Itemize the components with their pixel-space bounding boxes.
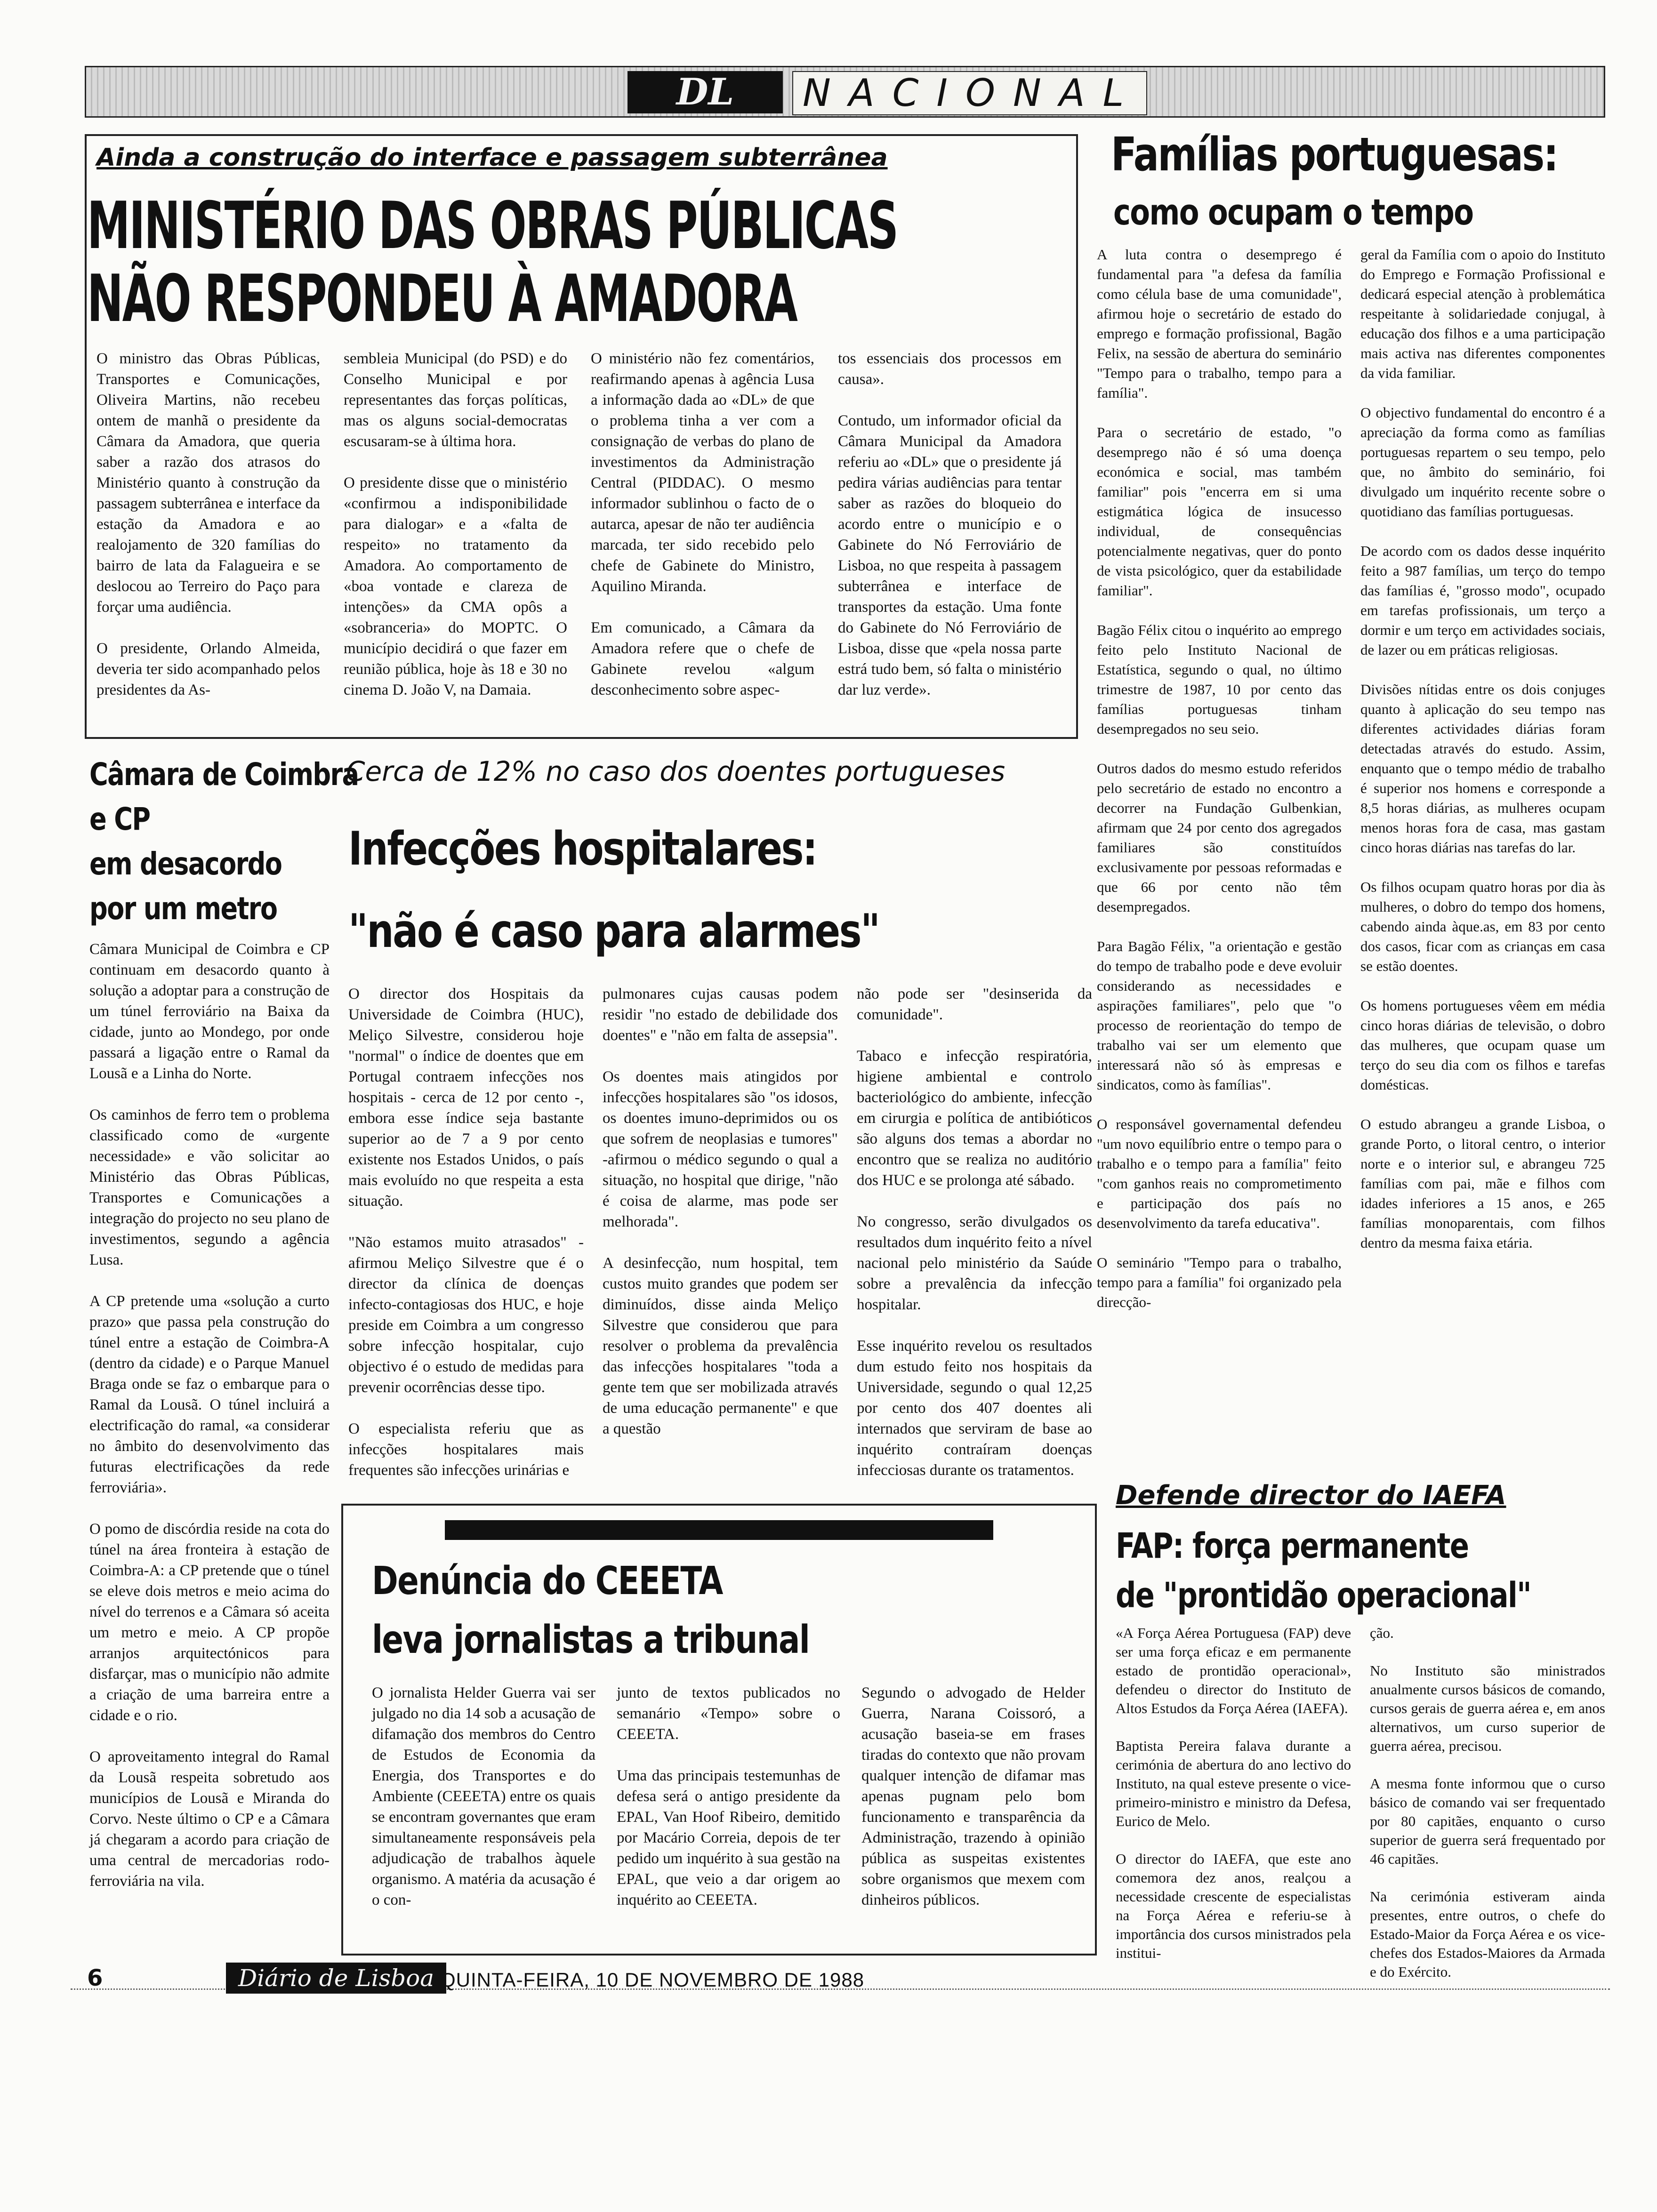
familias-headline-line1: Famílias portuguesas: — [1111, 128, 1558, 182]
main-story-column: O ministério não fez comentários, reafirmando apenas à agência Lusa a informação dada ao «DL» de que o problema tinha a ver com a consignação de verbas do plano de investimentos da Administração Central (PIDDAC). O mesmo informador sublinhou o facto de o autarca, apesar de não ter audiência marcada, ter sido recebido pelo chefe de Gabinete do Ministro, Aquilino Miranda. Em comunicado, a Câmara da Amadora refere que o chefe de Gabinete revelou «algum desconhecimento sobre aspec- — [591, 350, 814, 698]
familias-column: A luta contra o desemprego é fundamental para "a defesa da família como célula base de uma comunidade", afirmou hoje o secretário de estado do emprego e formação profissional, Bagão Felix, na sessão de abertura do seminário "Tempo para o trabalho, tempo para a família". Para o secretário de estado, "o desemprego não é só uma doença económica e social, mas também familiar" pois "encerra em si uma estigmática lógica de insucesso individual, de consequências potencialmente negativas, quer do ponto de vista psicológico, quer da estabilidade familiar". Bagão Félix citou o inquérito ao emprego feito pelo Instituto Nacional de Estatística, segundo o qual, no último trimestre de 1987, 10 por cento das famílias portuguesas tinham desempregados no seu seio. Outros dados do mesmo estudo referidos pelo secretário de estado no encontro a decorrer na Fundação Gulbenkian, afirmam que 24 por cento dos agregados familiares são constituídos exclusivamente por pessoas reformadas e que 66 por cento não têm desempregados. Para Bagão Félix, "a orientação e gestão do tempo de trabalho pode e deve evoluir considerando as necessidades e aspirações familiares", pelo que "o processo de reorientação do tempo de trabalho vai ser um elemento que interessará não só às empresas e sindicatos, como às famílias". O responsável governamental defendeu "um novo equilíbrio entre o tempo para o trabalho e o tempo para a família" feito "com ganhos reais no comprometimento e participação dos país no desenvolvimento da tarefa educativa". O seminário "Tempo para o trabalho, tempo para a família" foi organizado pela direcção- — [1097, 246, 1342, 1310]
fap-column: ção. No Instituto são ministrados anualmente cursos básicos de comando, cursos gerais de guerra aérea e, em anos alternativos, um curso superior de guerra aérea, precisou. A mesma fonte informou que o curso básico de comando vai ser frequentado por 80 capitães, enquanto o curso superior de guerra será frequentado por 46 capitães. Na cerimónia estiveram ainda presentes, entre outros, o chefe do Estado-Maior da Força Aérea e os vice-chefes dos Estados-Maiores da Armada e do Exército. — [1370, 1625, 1605, 1980]
footer-page-number: 6 — [87, 1965, 103, 1991]
ceeeta-column: Segundo o advogado de Helder Guerra, Narana Coissoró, a acusação baseia-se em frases tiradas do contexto que não provam qualquer intenção de difamar mas apenas pugnam pelo bom funcionamento e transparência da Administração, trazendo à opinião pública as suspeitas existentes sobre organismos que mexem com dinheiros públicos. — [861, 1684, 1085, 1908]
infeccoes-column: O director dos Hospitais da Universidade de Coimbra (HUC), Meliço Silvestre, considerou hoje "normal" o índice de doentes que em Portugal contraem infecções nos hospitais - cerca de 12 por cento -, embora esse índice seja bastante superior ao de 7 a 9 por cento existente nos Estados Unidos, o país mais evoluído no que respeita a esta situação. "Não estamos muito atrasados" - afirmou Meliço Silvestre que é o director da clínica de doenças infecto-contagiosas dos HUC, e hoje preside em Coimbra a um congresso sobre infecção hospitalar, cujo objectivo é o estudo de medidas para prevenir ocorrências desse tipo. O especialista referiu que as infecções hospitalares mais frequentes são infecções urinárias e — [348, 986, 584, 1479]
coimbra-headline-line3: em desacordo — [89, 846, 282, 882]
ceeeta-column: junto de textos publicados no semanário «Tempo» sobre o CEEETA. Uma das principais testemunhas de defesa será o antigo presidente da EPAL, Van Hoof Ribeiro, demitido por Macário Correia, depois de ter pedido um inquérito à sua gestão na EPAL, que veio a dar origem ao inquérito ao CEEETA. — [617, 1684, 840, 1908]
infeccoes-column: não pode ser "desinserida da comunidade". Tabaco e infecção respiratória, higiene ambiental e controlo bacteriológico do ambiente, infecção em cirurgia e política de antibióticos são alguns dos temas a abordar no encontro que se realiza no auditório dos HUC e se prolonga até sábado. No congresso, serão divulgados os resultados dum inquérito feito a nível nacional pelo ministério da Saúde sobre a prevalência da infecção hospitalar. Esse inquérito revelou os resultados dum estudo feito nos hospitais da Universidade, segundo o qual 12,25 por cento dos 407 doentes ali internados que serviram de base ao inquérito contraíram doenças infecciosas durante os tratamentos. — [857, 986, 1092, 1479]
main-story-headline-line2: NÃO RESPONDEU À AMADORA — [87, 261, 797, 337]
main-story-kicker: Ainda a construção do interface e passagem subterrânea — [97, 144, 888, 172]
ceeeta-body — [372, 1683, 1087, 1946]
infeccoes-kicker: Cerca de 12% no caso dos doentes portugueses — [346, 755, 1005, 787]
main-story-column: O ministro das Obras Públicas, Transportes e Comunicações, Oliveira Martins, não recebeu ontem de manhã o presidente da Câmara da Amadora, que queria saber a razão dos atrasos do Ministério quanto à construção da passagem subterrânea e interface da estação da Amadora e ao realojamento de 320 famílias do bairro de lata da Falagueira e se deslocou ao Terreiro do Paço para forçar uma audiência. O presidente, Orlando Almeida, deveria ter sido acompanhado pelos presidentes da As- — [97, 350, 320, 698]
fap-body — [1116, 1624, 1605, 1980]
infeccoes-body — [348, 984, 1092, 1492]
main-story-body — [97, 348, 1071, 729]
infeccoes-column: pulmonares cujas causas podem residir "no estado de debilidade dos doentes" e "não em falta de assepsia". Os doentes mais atingidos por infecções hospitalares são "os idosos, os doentes imuno-deprimidos ou os que sofrem de neoplasias e tumores" -afirmou o médico segundo o qual a situação, no hospital que dirige, "não é coisa de alarme, mas pode ser melhorada". A desinfecção, num hospital, tem custos muito grandes que podem ser diminuídos, disse ainda Meliço Silvestre que considerou que para resolver o problema da prevalência das infecções hospitalares "toda a gente tem que ser mobilizada através de uma educação permanente" e que a questão — [603, 986, 838, 1437]
familias-body — [1097, 245, 1605, 1450]
footer-date: QUINTA-FEIRA, 10 DE NOVEMBRO DE 1988 — [440, 1969, 865, 1991]
infeccoes-headline-line1: Infecções hospitalares: — [348, 822, 817, 876]
coimbra-headline-line2: e CP — [89, 801, 150, 837]
section-masthead — [85, 66, 1605, 118]
fap-kicker: Defende director do IAEFA — [1116, 1480, 1506, 1511]
familias-headline-line2: como ocupam o tempo — [1113, 191, 1473, 233]
familias-column: geral da Família com o apoio do Instituto do Emprego e Formação Profissional e dedicará especial atenção à problemática respeitante à solidariedade conjugal, à educação dos filhos e a uma participação mais activa nas diferentes componentes da vida familiar. O objectivo fundamental do encontro é a apreciação da forma como as famílias portuguesas repartem o seu tempo, pelo que, no âmbito do seminário, foi divulgado um inquérito recente sobre o quotidiano das famílias portuguesas. De acordo com os dados desse inquérito feito a 987 famílias, um terço do tempo das famílias é, "grosso modo", ocupado em tarefas profissionais, um terço a dormir e um terço em actividades sociais, de lazer ou em práticas religiosas. Divisões nítidas entre os dois conjuges quanto à aplicação do seu tempo nas diferentes actividades diárias foram detectadas através do estudo. Assim, enquanto que o tempo médio de trabalho é superior nos homens e corresponde a 8,5 horas diárias, as mulheres ocupam menos horas fora de casa, mas gastam cinco horas diárias nas tarefas do lar. Os filhos ocupam quatro horas por dia às mulheres, o dobro do tempo dos homens, cabendo ainda àque.as, em 83 por cento dos casos, ficar com as crianças em casa se estão doentes. Os homens portugueses vêem em média cinco horas diárias de televisão, o dobro das mulheres, que ocupam quase um terço do seu dia com os filhos e tarefas domésticas. O estudo abrangeu a grande Lisboa, o grande Porto, o litoral centro, o interior norte e o interior sul, e abrangeu 725 famílias com pai, mãe e filhos com idades inferiores a 15 anos, e 265 famílias monoparentais, com filhos dentro da mesma faixa etária. — [1360, 246, 1605, 1251]
ceeeta-headline-line1: Denúncia do CEEETA — [372, 1559, 723, 1603]
coimbra-headline-line1: Câmara de Coimbra — [89, 756, 359, 793]
main-story-headline-line1: MINISTÉRIO DAS OBRAS PÚBLICAS — [87, 188, 898, 264]
newspaper-logo: DL — [627, 71, 783, 113]
ceeeta-column: O jornalista Helder Guerra vai ser julgado no dia 14 sob a acusação de difamação dos membros do Centro de Estudos de Economia da Energia, dos Transportes e do Ambiente (CEEETA) entre os quais se encontram governantes que eram simultaneamente responsáveis pela adjudicação de trabalhos àquele organismo. A matéria da acusação é o con- — [372, 1684, 595, 1908]
coimbra-body: Câmara Municipal de Coimbra e CP continuam em desacordo quanto à solução a adoptar para a construção de um túnel ferroviário na Baixa da cidade, junto ao Mondego, por onde passará a ligação entre o Ramal da Lousã e a Linha do Norte. Os caminhos de ferro tem o problema classificado como de «urgente necessidade» e vão solicitar ao Ministério das Obras Públicas, Transportes e Comunicações a integração do projecto no seu plano de investimentos, segundo a agência Lusa. A CP pretende uma «solução a curto prazo» que passa pela construção do túnel entre a estação de Coimbra-A (dentro da cidade) e o Parque Manuel Braga onde se faz o embarque para o Ramal da Lousã. O túnel incluirá a electrificação do ramal, «a considerar no âmbito do desenvolvimento das futuras electrificações da rede ferroviária». O pomo de discórdia reside na cota do túnel na área fronteira à estação de Coimbra-A: a CP pretende que o túnel se eleve dois metros e meio acima do nível do terrenos e a Câmara só aceita um metro e meio. A CP propõe arranjos arquitectónicos para disfarçar, mas o município não admite a criação de uma barreira entre a cidade e o rio. O aproveitamento integral do Ramal da Lousã respeita sobretudo aos municípios de Lousã e Miranda do Corvo. Neste último o CP e a Câmara já chegaram a acordo para criação de uma central de mercadorias rodo-ferroviária na vila. — [89, 941, 330, 1890]
ceeeta-headline-line2: leva jornalistas a tribunal — [372, 1618, 810, 1662]
fap-headline-line1: FAP: força permanente — [1116, 1526, 1469, 1566]
coimbra-headline-line4: por um metro — [89, 890, 277, 927]
main-story-column: sembleia Municipal (do PSD) e do Conselho Municipal e por representantes das forças políticas, mas os alguns social-democratas escusaram-se à última hora. O presidente disse que o ministério «confirmou a indisponibilidade para dialogar» e a «falta de respeito» no tratamento da Amadora. Ao comportamento de «boa vontade e clareza de intenções» da CMA opôs a «sobranceria» do MOPTC. O município decidirá o que fazer em reunião pública, hoje às 18 e 30 no cinema D. João V, na Damaia. — [344, 350, 567, 698]
ceeeta-black-bar — [445, 1520, 993, 1540]
main-story-column: tos essenciais dos processos em causa». Contudo, um informador oficial da Câmara Municipal da Amadora referiu ao «DL» que o presidente já pedira várias audiências para tentar saber as razões do bloqueio do acordo entre o município e o Gabinete do Nó Ferroviário de Lisboa, no que respeita à passagem subterrânea e interface de transportes da estação. Uma fonte do Gabinete do Nó Ferroviário de Lisboa, disse que «pela nossa parte estrá tudo bem, só falta o ministério dar luz verde». — [838, 350, 1062, 698]
section-name: NACIONAL — [792, 71, 1147, 115]
infeccoes-headline-line2: "não é caso para alarmes" — [348, 905, 879, 958]
footer-paper-name: Diário de Lisboa — [226, 1963, 446, 1994]
fap-column: «A Força Aérea Portuguesa (FAP) deve ser uma força eficaz e em permanente estado de prontidão operacional», defendeu o director do Instituto de Altos Estudos da Força Aérea (IAEFA). Baptista Pereira falava durante a cerimónia de abertura do ano lectivo do Instituto, na qual esteve presente o vice-primeiro-ministro e ministro da Defesa, Eurico de Melo. O director do IAEFA, que este ano comemora dez anos, realçou a necessidade crescente de especialistas na Força Aérea e referiu-se à importância dos cursos ministrados pela institui- — [1116, 1625, 1351, 1961]
fap-headline-line2: de "prontidão operacional" — [1116, 1575, 1531, 1616]
